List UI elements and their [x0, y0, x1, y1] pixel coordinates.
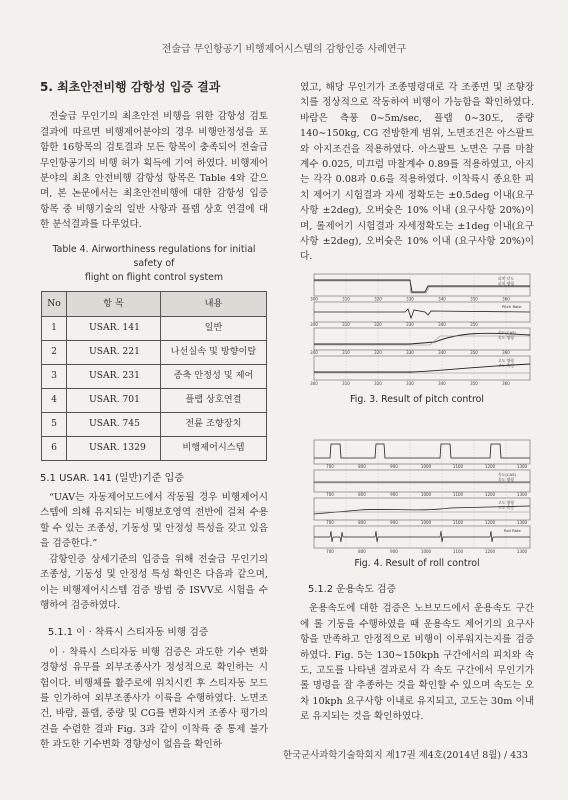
fig3-tick: 360 [502, 296, 510, 302]
fig3-tick: 300 [310, 322, 318, 327]
fig4-tick: 700 [326, 464, 334, 469]
fig4-tick: 1300 [516, 520, 528, 525]
fig3-tick: 350 [470, 296, 478, 302]
fig4-legend-speed-cas: 속도(CAS) [498, 472, 516, 477]
fig4-tick: 800 [358, 520, 366, 525]
fig4-tick: 1200 [484, 549, 496, 554]
fig4-tick: 900 [390, 520, 398, 525]
fig4-tick: 900 [390, 549, 398, 554]
fig4-caption: Fig. 4. Result of roll control [354, 558, 480, 569]
subsection-title: 5.1 USAR. 141 (일반)기준 입증 [40, 472, 184, 484]
fig3-tick: 360 [502, 381, 510, 386]
airworthiness-table [41, 291, 267, 461]
pitch-control-plot [300, 272, 534, 390]
figure-3 [300, 272, 534, 405]
page-footer: 한국군사과학기술학회지 제17권 제4호(2014년 8월) / 433 [283, 750, 528, 761]
cell-code: USAR. 221 [67, 340, 161, 364]
cell-no: 6 [42, 436, 67, 460]
table-row [42, 316, 267, 340]
fig3-tick: 350 [470, 322, 478, 327]
fig4-tick: 1300 [516, 464, 528, 469]
fig4-tick: 1200 [484, 520, 496, 525]
fig4-roll-rate-line [314, 531, 530, 542]
fig3-tick: 360 [502, 350, 510, 355]
fig3-tick: 320 [374, 296, 382, 302]
fig4-tick: 1200 [484, 464, 496, 469]
fig4-tick: 1000 [420, 492, 432, 497]
table-row [42, 388, 267, 412]
fig3-tick: 320 [374, 381, 382, 386]
fig3-tick: 320 [374, 322, 382, 327]
section-paragraph: 전술급 무인기의 최초안전 비행을 위한 감항성 검토결과에 따르면 비행제어분야의 경우 비행안정성을 포함한 16항목의 검토결과 모든 항목이 충족되어 전술급 무인항공기의 비행 허가 획득에 기여 하였다. 비행제어분야의 최초 안전비행 감항성 항목은 Table 4와 같으며, 본 논문에서는 최초안전비행에 대한 감항성 입증 항목 중 비행기술의 일반 사항과 플랩 상호 연결에 대한 분석결과를 다루었다. [40, 111, 268, 231]
figure-4 [300, 438, 534, 569]
section-title: 5. 최초안전비행 감항성 입증 결과 [40, 80, 221, 94]
fig3-legend-speed-cas: 속도(CAS) [498, 330, 516, 335]
running-head: 전술급 무인항공기 비행제어시스템의 감항인증 사례연구 [161, 44, 407, 55]
fig4-tick: 1100 [452, 549, 464, 554]
cell-code: USAR. 1329 [67, 436, 161, 460]
fig4-tick: 700 [326, 549, 334, 554]
cell-no: 3 [42, 364, 67, 388]
fig4-legend-altitude-command: 고도 명령 [498, 500, 514, 505]
fig3-tick: 320 [374, 350, 382, 355]
cell-content: 종축 안정성 및 제어 [160, 364, 266, 388]
fig3-tick: 310 [342, 350, 350, 355]
table-caption [40, 243, 268, 285]
fig4-tick: 1100 [452, 520, 464, 525]
fig3-tick: 350 [470, 350, 478, 355]
table-row [42, 340, 267, 364]
fig4-tick: 900 [390, 492, 398, 497]
fig3-legend-altitude-command: 고도 명령 [498, 358, 514, 363]
cell-content: 플랩 상호연결 [160, 388, 266, 412]
fig3-tick: 340 [438, 381, 446, 386]
left-column [40, 80, 268, 753]
fig3-caption: Fig. 3. Result of pitch control [350, 394, 484, 405]
fig4-tick: 1100 [452, 492, 464, 497]
fig4-legend-speed-command: 속도 명령 [498, 477, 514, 482]
fig4-tick: 1000 [420, 549, 432, 554]
cell-content: 일반 [160, 316, 266, 340]
table-row [42, 436, 267, 460]
cell-code: USAR. 231 [67, 364, 161, 388]
fig3-legend-pitch-angle: 피치 각도 [498, 276, 514, 281]
cell-no: 5 [42, 412, 67, 436]
fig3-tick: 300 [310, 296, 318, 302]
roll-angle-line [314, 444, 530, 458]
cell-content: 전륜 조향장치 [160, 412, 266, 436]
cell-content: 나선실속 및 방향이탈 [160, 340, 266, 364]
fig3-tick: 330 [406, 350, 414, 355]
fig4-tick: 1200 [484, 492, 496, 497]
cell-code: USAR. 141 [67, 316, 161, 340]
fig3-tick: 330 [406, 322, 414, 327]
fig4-tick: 900 [390, 464, 398, 469]
fig4-tick: 700 [326, 492, 334, 497]
roll-control-plot [300, 438, 534, 554]
fig4-legend-altitude-measured: 고도 측정 [498, 505, 514, 510]
subsection-paragraph: 감항인증 상세기준의 입증을 위해 전술급 무인기의 조종성, 기동성 및 안정성 특성 확인은 다음과 같으며, 이는 비행제어시스템 검증 방법 중 ISVV로 시험을 수행하여 검증하였다. [40, 553, 268, 611]
fig3-tick: 310 [342, 322, 350, 327]
subsubsection-paragraph: 이 · 착륙시 스티자동 비행 검증은 과도한 기수 변화 경향성 유무를 외부조종사가 정성적으로 확인하는 시험이다. 비행체를 활주로에 위치시킨 후 스티자동 모드를 인가하여 외부조종사가 이륙을 수행하였다. 노면조건, 바람, 플랩, 중량 및 CG를 변화시켜 조종사 평가의견을 수렴한 결과 Fig. 3과 같이 이착륙 중 통제 불가한 과도한 기수변화 경향성이 없음을 확인하 [40, 646, 268, 751]
right-column-top [300, 80, 534, 265]
fig4-tick: 1000 [420, 464, 432, 469]
subsubsection-title: 5.1.1 이 · 착륙시 스티자동 비행 검증 [48, 627, 209, 639]
table-caption-line1: Table 4. Airworthiness regulations for initial safety of [52, 243, 256, 269]
cell-no: 1 [42, 316, 67, 340]
subsubsection-2-paragraph: 운용속도에 대한 검증은 노브모드에서 운용속도 구간에 롤 기동을 수행하였을 때 운용속도 제어기의 요구사항을 만족하고 안정적으로 비행이 이루워지는지를 검증하였다. Fig. 5는 130∼150kph 구간에서의 피치와 속도, 고도를 나타낸 결과로서 각 속도 구간에서 무인기가 롤 명령을 잘 추종하는 것을 확인할 수 있으며 속도는 오차 10kph 요구사항 이내로 유지되고, 고도는 30m 이내로 유지되는 것을 확인하였다. [300, 603, 534, 723]
cell-content: 비행제어시스템 [160, 436, 266, 460]
subsubsection-2-title: 5.1.2 운용속도 검증 [308, 584, 396, 595]
fig3-tick: 310 [342, 381, 350, 386]
table-row [42, 364, 267, 388]
fig4-tick: 1300 [516, 549, 528, 554]
fig3-legend-speed-command: 속도 명령 [498, 335, 514, 340]
fig4-tick: 800 [358, 464, 366, 469]
header-content: 내용 [160, 291, 266, 316]
cell-code: USAR. 701 [67, 388, 161, 412]
fig3-legend-altitude-measured: 고도 측정 [498, 363, 514, 368]
fig3-tick: 330 [406, 296, 414, 302]
fig3-tick: 350 [470, 381, 478, 386]
fig3-tick: 310 [342, 296, 350, 302]
fig4-tick: 1300 [516, 492, 528, 497]
table-caption-line2: flight on flight control system [84, 271, 224, 283]
fig3-legend-pitch-command: 피치 명령 [498, 281, 514, 286]
fig4-tick: 800 [358, 492, 366, 497]
fig3-tick: 340 [438, 296, 446, 302]
table-row [42, 412, 267, 436]
fig3-tick: 300 [310, 350, 318, 355]
cell-code: USAR. 745 [67, 412, 161, 436]
fig3-legend-pitch-rate: Pitch Rate [502, 304, 522, 309]
fig4-tick: 700 [326, 520, 334, 525]
fig3-tick: 300 [310, 381, 318, 386]
fig3-tick: 340 [438, 322, 446, 327]
fig4-tick: 1100 [452, 464, 464, 469]
right-column-bottom [300, 582, 534, 725]
fig4-tick: 800 [358, 549, 366, 554]
continued-paragraph: 였고, 해당 무인기가 조종명령대로 각 조종면 및 조향장치를 정상적으로 작동하여 비행이 가능함을 확인하였다. 바람은 측풍 0∼5m/sec, 플랩 0∼30도, 중량 140∼150kg, CG 전방한계 범위, 노면조건은 아스팔트와 아지조건을 적용하였다. 아스팔트 노면은 구름 마찰계수 0.025, 미끄럼 마찰계수 0.89를 적용하였고, 아지는 각각 0.08과 0.6을 적용하였다. 이착륙시 종요한 피치 제어기 시험결과 자세 정확도는 ±0.5deg 이내(요구사항 ±2deg), 오버슛은 10% 이내 (요구사항 20%)이며, 롤제어기 시험결과 자세정확도는 ±1deg 이내(요구사항 ±2deg), 오버슛은 10% 이내 (요구사항 20%)이다. [300, 82, 534, 263]
fig3-tick: 340 [438, 350, 446, 355]
fig3-tick: 330 [406, 381, 414, 386]
table-header-row [42, 291, 267, 316]
header-item: 항 목 [67, 291, 161, 316]
cell-no: 2 [42, 340, 67, 364]
pitch-rate-line [314, 309, 530, 318]
header-no: No [42, 291, 67, 316]
subsection-quote: “UAV는 자동제어모드에서 작동될 경우 비행제어시스템에 의해 유지되는 비행보호영역 전반에 걸쳐 수용할 수 있는 조종성, 기동성 및 안정성 특성을 갖고 있음을 검증한다.” [40, 492, 268, 550]
fig4-legend-roll-rate: Roll Rate [504, 528, 521, 533]
fig4-tick: 1000 [420, 520, 432, 525]
cell-no: 4 [42, 388, 67, 412]
